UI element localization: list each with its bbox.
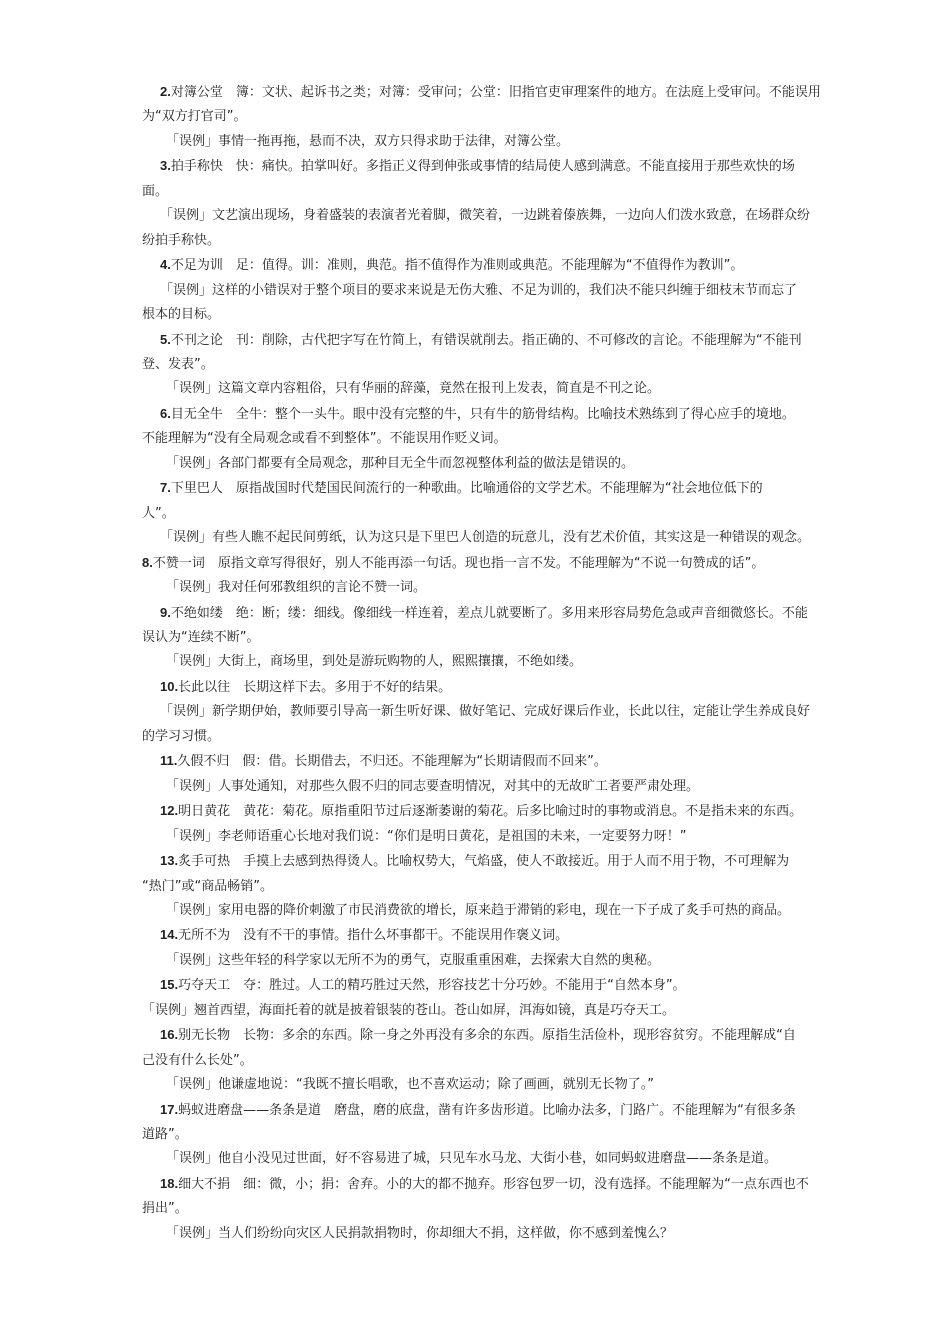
entry-number: 6. bbox=[160, 405, 171, 421]
line-text: 炙手可热 手摸上去感到热得烫人。比喻权势大，气焰盛，使人不敢接近。用于人而不用于物，不可理解为 bbox=[178, 854, 790, 870]
idiom-entry-line bbox=[142, 601, 810, 626]
line-text: 巧夺天工 夺：胜过。人工的精巧胜过天然，形容技艺十分巧妙。不能用于“自然本身”。 bbox=[178, 978, 686, 994]
idiom-entry-line bbox=[142, 923, 810, 948]
line-text: 不刊之论 刊：削除，古代把字写在竹简上，有错误就削去。指正确的、不可修改的言论。不能理解为“不能刊 bbox=[170, 332, 802, 348]
entry-number: 8. bbox=[142, 554, 153, 570]
line-text: 无所不为 没有不干的事情。指什么坏事都干。不能误用作褒义词。 bbox=[178, 928, 569, 944]
line-text: 己没有什么长处”。 bbox=[142, 1052, 253, 1068]
text-line bbox=[142, 875, 810, 899]
line-text: 久假不归 假：借。长期借去，不归还。不能理解为“长期请假而不回来”。 bbox=[177, 754, 607, 770]
error-example-line bbox=[142, 130, 810, 154]
line-text: 「误例」人事处通知，对那些久假不归的同志要查明情况，对其中的无故旷工者要严肃处理。 bbox=[166, 778, 700, 794]
line-text: 「误例」家用电器的降价刺激了市民消费欲的增长，原来趋于滞销的彩电，现在一下子成了炙手可热的商品。 bbox=[166, 902, 791, 918]
error-example-line bbox=[142, 279, 810, 303]
text-line bbox=[142, 1123, 810, 1147]
entry-number: 14. bbox=[160, 927, 179, 943]
line-text: 「误例」我对任何邪教组织的言论不赞一词。 bbox=[166, 580, 427, 596]
idiom-entry-line bbox=[142, 80, 821, 105]
line-text: 「误例」大街上，商场里，到处是游玩购物的人，熙熙攘攘，不绝如缕。 bbox=[166, 654, 583, 670]
idiom-entry-line bbox=[142, 849, 810, 874]
line-text: 「误例」文艺演出现场，身着盛装的表演者光着脚，微笑着，一边跳着傣族舞，一边向人们泼水致意，在场群众纷 bbox=[160, 208, 811, 224]
idiom-entry-line bbox=[142, 476, 810, 501]
line-text: 「误例」这篇文章内容粗俗，只有华丽的辞藻，竟然在报刊上发表，简直是不刊之论。 bbox=[166, 381, 661, 397]
error-example-line bbox=[142, 1222, 810, 1246]
entry-number: 7. bbox=[160, 480, 171, 496]
error-example-line bbox=[142, 999, 810, 1023]
line-text: 「误例」他自小没见过世面，好不容易进了城，只见车水马龙、大街小巷，如同蚂蚁进磨盘——条条是道。 bbox=[166, 1151, 778, 1167]
line-text: 「误例」新学期伊始，教师要引导高一新生听好课、做好笔记、完成好课后作业，长此以往，定能让学生养成良好 bbox=[160, 704, 811, 720]
error-example-line bbox=[142, 650, 810, 674]
text-line bbox=[142, 626, 810, 650]
text-line bbox=[142, 229, 810, 253]
text-line bbox=[142, 303, 810, 327]
text-line bbox=[142, 427, 810, 451]
error-example-line bbox=[142, 576, 810, 600]
entry-number: 11. bbox=[160, 753, 178, 769]
error-example-line bbox=[142, 452, 810, 476]
entry-number: 15. bbox=[160, 977, 179, 993]
text-line bbox=[142, 725, 810, 749]
entry-number: 16. bbox=[160, 1027, 179, 1043]
line-text: 蚂蚁进磨盘——条条是道 磨盘，磨的底盘，凿有许多齿形道。比喻办法多，门路广。不能理解为“有很多条 bbox=[178, 1102, 796, 1118]
line-text: 面。 bbox=[142, 183, 169, 199]
idiom-entry-line bbox=[142, 402, 810, 427]
idiom-entry-line bbox=[142, 675, 810, 700]
entry-number: 3. bbox=[160, 158, 171, 174]
line-text: 不足为训 足：值得。训：准则，典范。指不值得作为准则或典范。不能理解为“不值得作为教训”。 bbox=[170, 258, 744, 274]
text-line bbox=[142, 1049, 810, 1073]
error-example-line bbox=[142, 204, 810, 228]
text-line bbox=[142, 353, 810, 377]
idiom-entry-line bbox=[142, 799, 810, 824]
entry-number: 13. bbox=[160, 853, 179, 869]
error-example-line bbox=[142, 949, 810, 973]
line-text: 捐出”。 bbox=[142, 1201, 188, 1217]
line-text: 「误例」各部门都要有全局观念，那种目无全牛而忽视整体利益的做法是错误的。 bbox=[166, 455, 635, 471]
entry-number: 12. bbox=[160, 803, 179, 819]
idiom-entry-line bbox=[142, 154, 810, 179]
line-text: 「误例」事情一拖再拖，悬而不决，双方只得求助于法律，对簿公堂。 bbox=[166, 133, 570, 149]
line-text: 别无长物 长物：多余的东西。除一身之外再没有多余的东西。原指生活俭朴，现形容贫穷。不能理解成“自 bbox=[178, 1028, 796, 1044]
line-text: 明日黄花 黄花：菊花。原指重阳节过后逐渐萎谢的菊花。后多比喻过时的事物或消息。不是指未来的东西。 bbox=[178, 804, 803, 820]
line-text: 不能理解为“没有全局观念或看不到整体”。不能误用作贬义词。 bbox=[142, 431, 507, 447]
idiom-entry-line bbox=[142, 551, 810, 576]
line-text: 下里巴人 原指战国时代楚国民间流行的一种歌曲。比喻通俗的文学艺术。不能理解为“社会地位低下的 bbox=[170, 481, 763, 497]
line-text: 纷拍手称快。 bbox=[142, 232, 221, 248]
idiom-entry-line bbox=[142, 253, 810, 278]
line-text: 「误例」当人们纷纷向灾区人民捐款捐物时，你却细大不捐，这样做，你不感到羞愧么？ bbox=[166, 1225, 674, 1241]
line-text: 拍手称快 快：痛快。拍掌叫好。多指正义得到伸张或事情的结局使人感到满意。不能直接用于那些欢快的场 bbox=[170, 159, 795, 175]
line-text: 的学习习惯。 bbox=[142, 728, 221, 744]
line-text: “热门”或“商品畅销”。 bbox=[142, 878, 273, 894]
entry-number: 9. bbox=[160, 604, 171, 620]
error-example-line bbox=[142, 825, 810, 849]
text-line bbox=[142, 180, 810, 204]
line-text: 「误例」这样的小错误对于整个项目的要求来说是无伤大雅、不足为训的，我们决不能只纠缠于细枝末节而忘了 bbox=[160, 282, 798, 298]
idiom-entry-line bbox=[142, 749, 810, 774]
line-text: 不赞一词 原指文章写得很好，别人不能再添一句话。现也指一言不发。不能理解为“不说一句赞成的话”。 bbox=[152, 555, 765, 571]
error-example-line bbox=[142, 899, 810, 923]
line-text: 误认为“连续不断”。 bbox=[142, 629, 260, 645]
idiom-entry-line bbox=[142, 1098, 810, 1123]
line-text: 根本的目标。 bbox=[142, 307, 221, 323]
error-example-line bbox=[142, 700, 810, 724]
idiom-entry-line bbox=[142, 328, 810, 353]
line-text: 不绝如缕 绝：断；缕：细线。像细线一样连着，差点儿就要断了。多用来形容局势危急或声音细微悠长。不能 bbox=[170, 605, 808, 621]
line-text: 「误例」李老师语重心长地对我们说：“你们是明日黄花，是祖国的未来，一定要努力呀！” bbox=[166, 828, 687, 844]
line-text: 长此以往 长期这样下去。多用于不好的结果。 bbox=[178, 679, 452, 695]
idiom-entry-line bbox=[142, 1023, 810, 1048]
text-line bbox=[142, 1197, 810, 1221]
line-text: 目无全牛 全牛：整个一头牛。眼中没有完整的牛，只有牛的筋骨结构。比喻技术熟练到了得心应手的境地。 bbox=[170, 406, 795, 422]
idiom-entry-line bbox=[142, 973, 810, 998]
error-example-line bbox=[142, 775, 810, 799]
entry-number: 5. bbox=[160, 331, 171, 347]
entry-number: 10. bbox=[160, 678, 179, 694]
entry-number: 4. bbox=[160, 257, 171, 273]
entry-number: 2. bbox=[160, 84, 171, 99]
entry-number: 17. bbox=[160, 1101, 179, 1117]
entry-number: 18. bbox=[160, 1175, 179, 1191]
line-text: 「误例」有些人瞧不起民间剪纸，认为这只是下里巴人创造的玩意儿，没有艺术价值，其实这是一种错误的观念。 bbox=[160, 530, 811, 546]
line-text: 为“双方打官司”。 bbox=[142, 109, 247, 125]
line-text: 道路”。 bbox=[142, 1127, 188, 1143]
error-example-line bbox=[142, 1073, 810, 1097]
error-example-line bbox=[142, 526, 810, 550]
line-text: 登、发表”。 bbox=[142, 356, 214, 372]
idiom-entry-line bbox=[142, 1172, 810, 1197]
document-body bbox=[142, 80, 821, 1246]
error-example-line bbox=[142, 1147, 810, 1171]
text-line bbox=[142, 502, 810, 526]
line-text: 对簿公堂 簿：文状、起诉书之类；对簿：受审问；公堂：旧指官吏审理案件的地方。在法庭上受审问。不能误用 bbox=[170, 85, 821, 100]
line-text: 人”。 bbox=[142, 505, 175, 521]
line-text: 细大不捐 细：微，小；捐：舍弃。小的大的都不抛弃。形容包罗一切，没有选择。不能理解为“一点东西也不 bbox=[178, 1176, 809, 1192]
line-text: 「误例」他谦虚地说：“我既不擅长唱歌，也不喜欢运动；除了画画，就别无长物了。” bbox=[166, 1077, 654, 1093]
text-line bbox=[142, 105, 810, 129]
line-text: 「误例」这些年轻的科学家以无所不为的勇气，克服重重困难，去探索大自然的奥秘。 bbox=[166, 952, 661, 968]
error-example-line bbox=[142, 377, 810, 401]
line-text: 「误例」翘首西望，海面托着的就是披着银装的苍山。苍山如屏，洱海如镜，真是巧夺天工。 bbox=[142, 1002, 676, 1018]
